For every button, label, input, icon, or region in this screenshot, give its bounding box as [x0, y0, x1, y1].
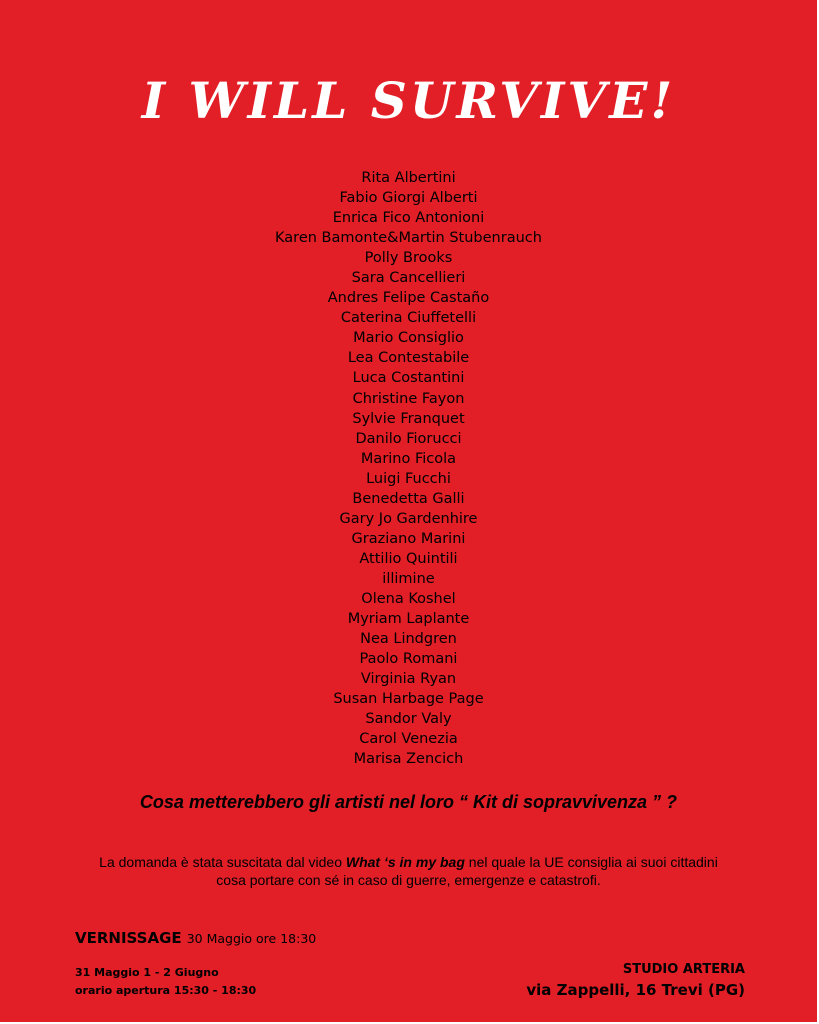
poster-title: I WILL SURVIVE!: [141, 71, 676, 130]
artist-name: Caterina Ciuffetelli: [340, 310, 477, 327]
vernissage-line: [75, 928, 316, 947]
artist-name: Susan Harbage Page: [333, 691, 484, 708]
artist-name: Enrica Fico Antonioni: [332, 210, 485, 227]
artist-name: Luigi Fucchi: [366, 470, 451, 487]
artist-name: Carol Venezia: [359, 731, 458, 748]
artist-name: Nea Lindgren: [360, 631, 457, 648]
artist-list: [0, 168, 817, 769]
artist-name: Attilio Quintili: [359, 550, 458, 567]
artist-name: Polly Brooks: [364, 250, 453, 267]
artist-name: Virginia Ryan: [360, 671, 457, 688]
artist-name: Marino Ficola: [360, 450, 457, 467]
artist-name: Mario Consiglio: [353, 330, 464, 347]
vernissage-date: 30 Maggio ore 18:30: [186, 931, 317, 946]
artist-name: Lea Contestabile: [347, 350, 470, 367]
artist-name: Sylvie Franquet: [352, 410, 465, 427]
exhibition-dates: [75, 964, 256, 1000]
description-part1: La domanda è stata suscitata dal video: [99, 854, 346, 870]
video-title: What ‘s in my bag: [345, 854, 465, 870]
artist-name: Sara Cancellieri: [351, 270, 466, 287]
artist-name: Luca Costantini: [352, 370, 465, 387]
artist-name: Graziano Marini: [351, 530, 466, 547]
artist-name: Myriam Laplante: [347, 611, 470, 628]
artist-name: illimine: [382, 570, 435, 587]
description-line2: cosa portare con sé in caso di guerre, emergenze e catastrofi.: [216, 872, 601, 888]
description: [60, 853, 757, 889]
artist-name: Karen Bamonte&Martin Stubenrauch: [275, 230, 542, 247]
artist-name: Andres Felipe Castaño: [327, 290, 490, 307]
artist-name: Fabio Giorgi Alberti: [339, 190, 478, 207]
venue: [526, 960, 745, 1001]
artist-name: Paolo Romani: [359, 651, 458, 668]
artist-name: Danilo Fiorucci: [355, 430, 462, 447]
venue-address: via Zappelli, 16 Trevi (PG): [526, 981, 745, 999]
venue-name: STUDIO ARTERIA: [622, 962, 745, 977]
artist-name: Rita Albertini: [361, 170, 456, 186]
artist-name: Marisa Zencich: [353, 751, 464, 768]
question-text: Cosa metterebbero gli artisti nel loro “ Kit di sopravvivenza ” ?: [139, 792, 678, 812]
artist-name: Sandor Valy: [365, 711, 452, 728]
artist-name: Olena Koshel: [361, 590, 456, 607]
artist-name: Gary Jo Gardenhire: [339, 510, 478, 527]
artist-name: Benedetta Galli: [352, 490, 465, 507]
opening-hours: orario apertura 15:30 - 18:30: [75, 984, 257, 997]
description-part2: nel quale la UE consiglia ai suoi cittadini: [464, 854, 718, 870]
exhibition-days: 31 Maggio 1 - 2 Giugno: [75, 966, 219, 979]
vernissage-label: VERNISSAGE: [75, 929, 182, 947]
artist-name: Christine Fayon: [352, 390, 465, 407]
